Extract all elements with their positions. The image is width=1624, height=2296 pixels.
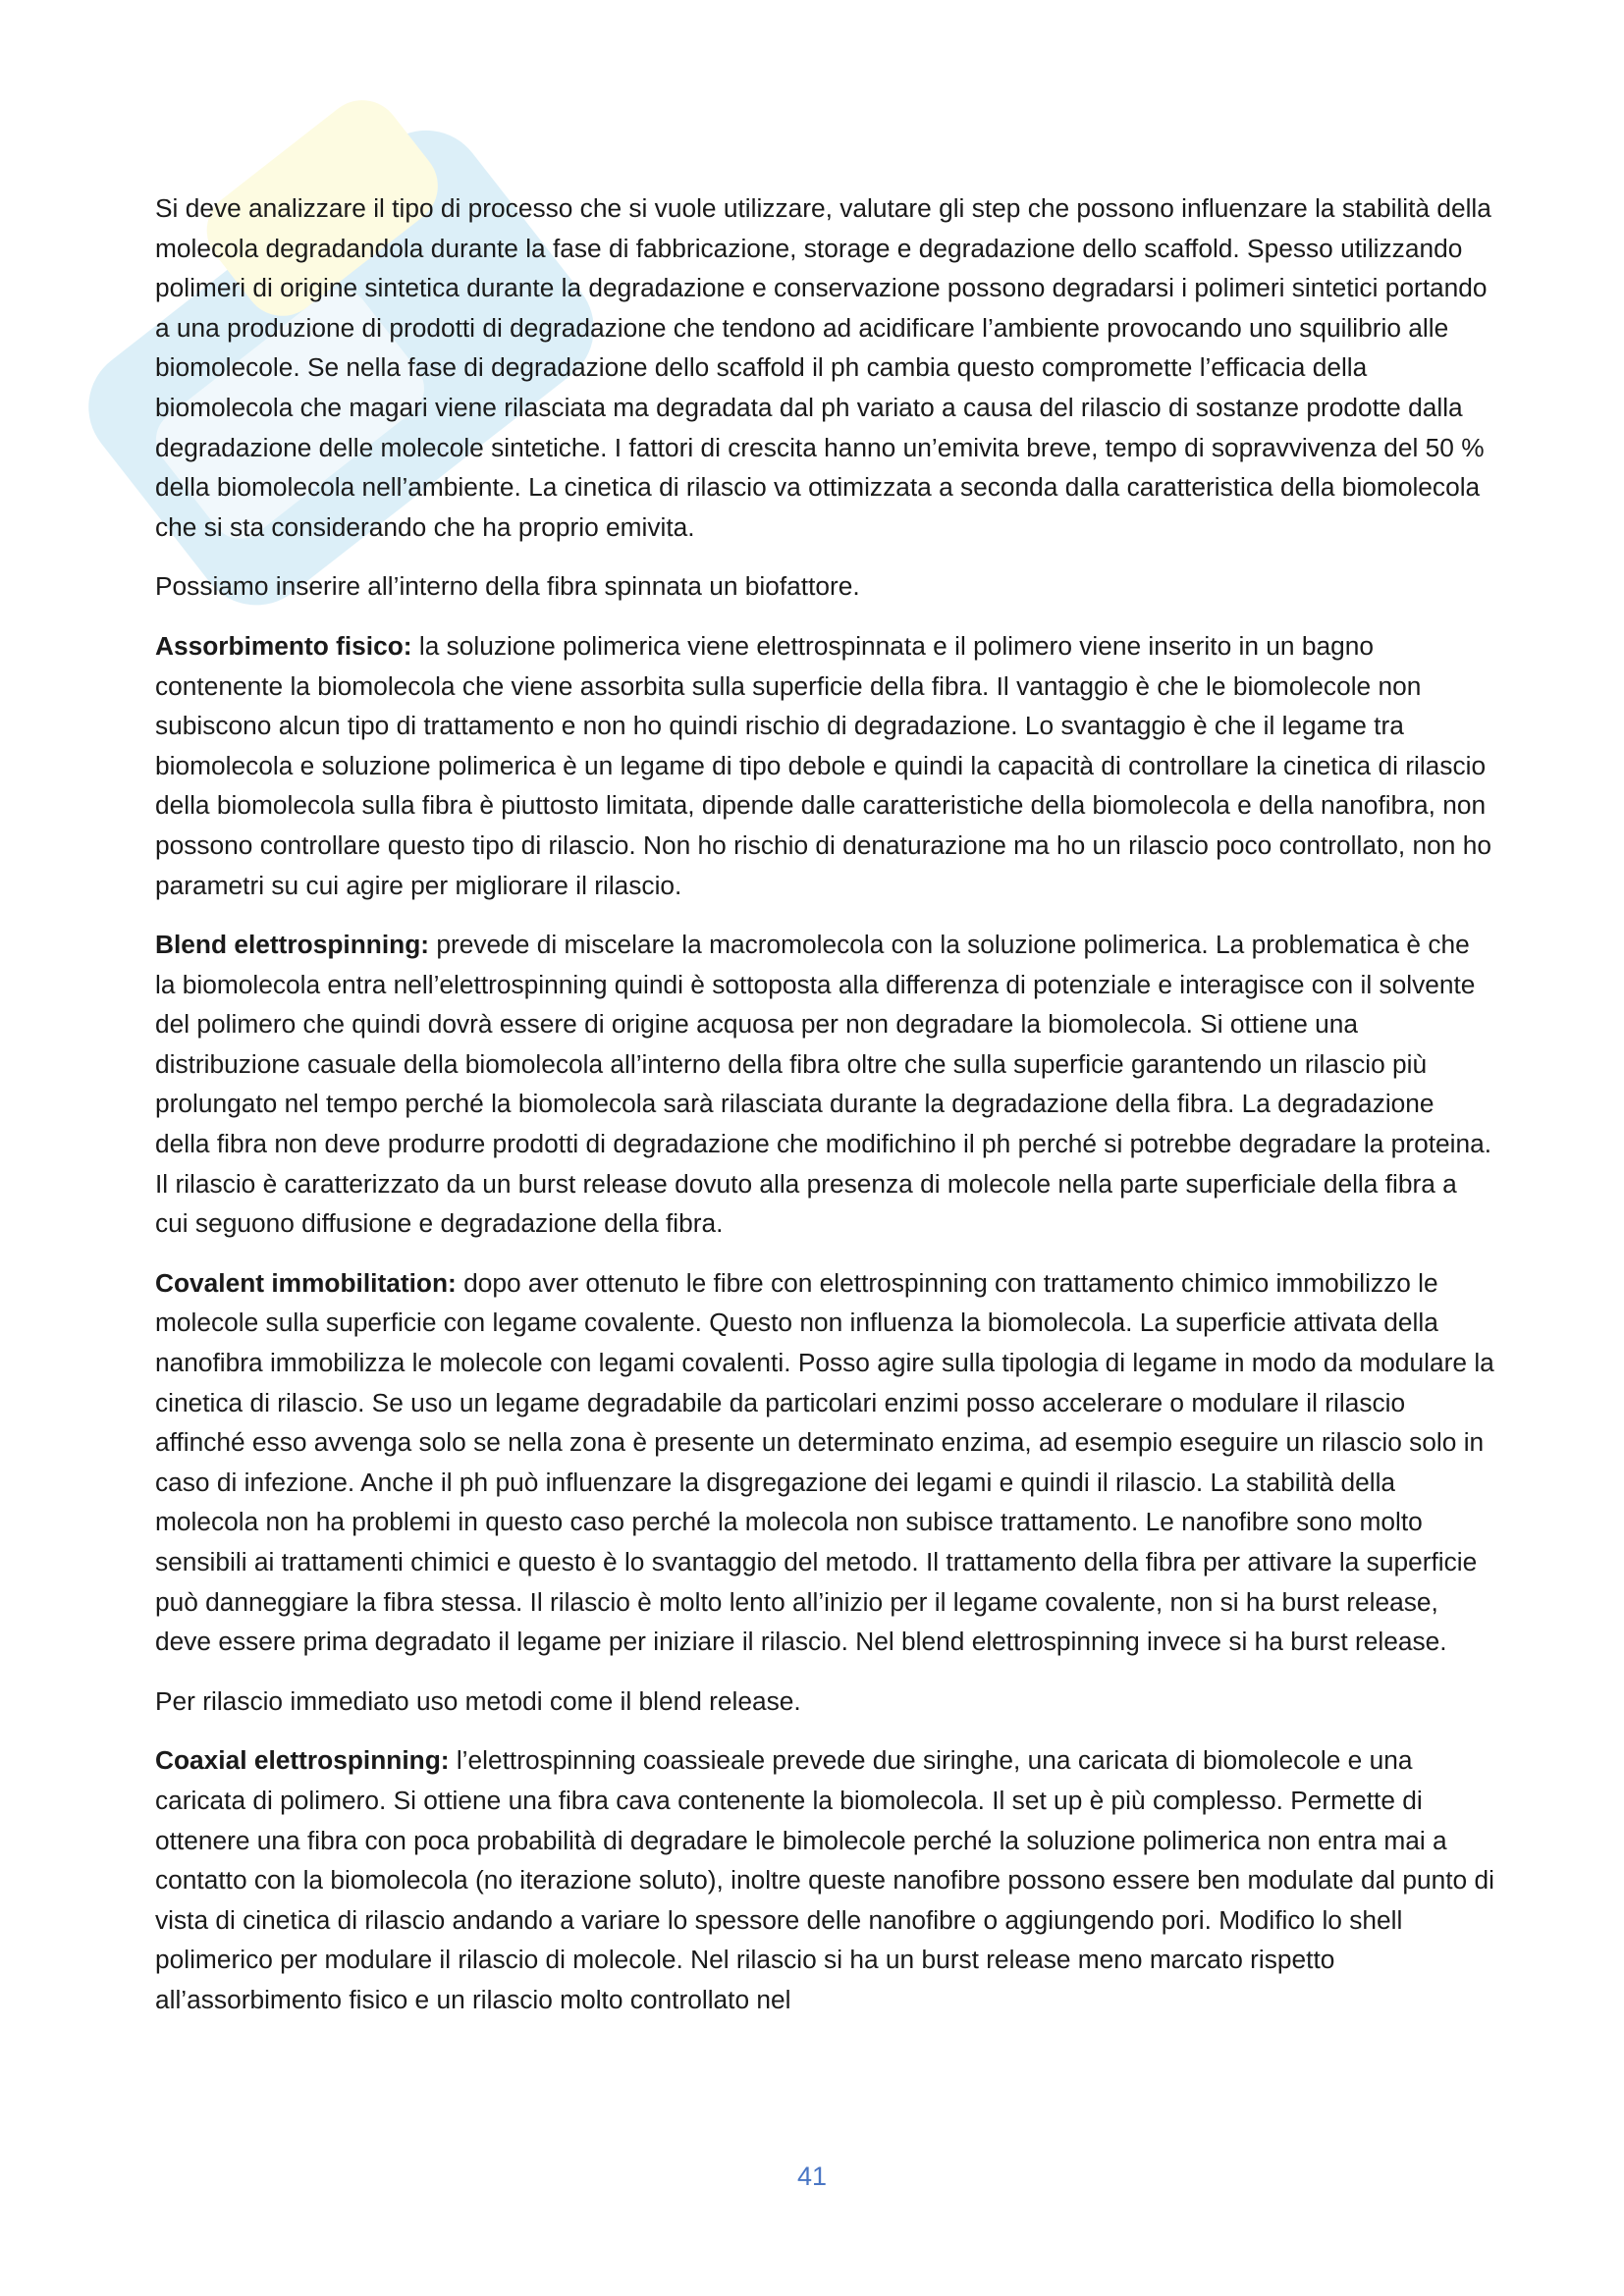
- term-coaxial-elettrospinning: Coaxial elettrospinning:: [155, 1745, 450, 1776]
- paragraph-assorbimento-fisico: Assorbimento fisico: la soluzione polimerica viene elettrospinnata e il polimero viene inserito in un bagno contenente la biomolecola che viene assorbita sulla superficie della fibra. Il vantaggio è che le biomolecole non subiscono alcun tipo di trattamento e non ho quindi rischio di degradazione. Lo svantaggio è che il legame tra biomolecola e soluzione polimerica è un legame di tipo debole e quindi la capacità di controllare la cinetica di rilascio della biomolecola sulla fibra è piuttosto limitata, dipende dalle caratteristiche della biomolecola e della nanofibra, non possono controllare questo tipo di rilascio. Non ho rischio di denaturazione ma ho un rilascio poco controllato, non ho parametri su cui agire per migliorare il rilascio.: [155, 630, 1491, 900]
- paragraph-rilascio-immediato: Per rilascio immediato uso metodi come il blend release.: [155, 1685, 801, 1716]
- paragraph-biofattore: Possiamo inserire all’interno della fibra spinnata un biofattore.: [155, 571, 860, 602]
- term-covalent-immobilitation: Covalent immobilitation:: [155, 1267, 457, 1298]
- paragraph-covalent-immobilitation: Covalent immobilitation: dopo aver ottenuto le fibre con elettrospinning con trattamento chimico immobilizzo le molecole sulla superficie con legame covalente. Questo non influenza la biomolecola. La superficie attivata della nanofibra immobilizza le molecole con legami covalenti. Posso agire sulla tipologia di legame in modo da modulare la cinetica di rilascio. Se uso un legame degradabile da particolari enzimi posso accelerare o modulare il rilascio affinché esso avvenga solo se nella zona è presente un determinato enzima, ad esempio eseguire un rilascio solo in caso di infezione. Anche il ph può influenzare la disgregazione dei legami e quindi il rilascio. La stabilità della molecola non ha problemi in questo caso perché la molecola non subisce trattamento. Le nanofibre sono molto sensibili ai trattamenti chimici e questo è lo svantaggio del metodo. Il trattamento della fibra per attivare la superficie può danneggiare la fibra stessa. Il rilascio è molto lento all’inizio per il legame covalente, non si ha burst release, deve essere prima degradato il legame per iniziare il rilascio. Nel blend elettrospinning invece si ha burst release.: [155, 1267, 1494, 1657]
- term-assorbimento-fisico: Assorbimento fisico:: [155, 630, 412, 661]
- paragraph-blend-elettrospinning: Blend elettrospinning: prevede di miscelare la macromolecola con la soluzione polimerica. La problematica è che la biomolecola entra nell’elettrospinning quindi è sottoposta alla differenza di potenziale e interagisce con il solvente del polimero che quindi dovrà essere di origine acquosa per non degradare la biomolecola. Si ottiene una distribuzione casuale della biomolecola all’interno della fibra oltre che sulla superficie garantendo un rilascio più prolungato nel tempo perché la biomolecola sarà rilasciata durante la degradazione della fibra. La degradazione della fibra non deve produrre prodotti di degradazione che modifichino il ph perché si potrebbe degradare la proteina. Il rilascio è caratterizzato da un burst release dovuto alla presenza di molecole nella parte superficiale della fibra a cui seguono diffusione e degradazione della fibra.: [155, 930, 1492, 1239]
- document-body: [155, 188, 1495, 2040]
- paragraph-coaxial-elettrospinning: Coaxial elettrospinning: l’elettrospinning coassieale prevede due siringhe, una caricata di biomolecole e una caricata di polimero. Si ottiene una fibra cava contenente la biomolecola. Il set up è più complesso. Permette di ottenere una fibra con poca probabilità di degradare le bimolecole perché la soluzione polimerica non entra mai a contatto con la biomolecola (no iterazione soluto), inoltre queste nanofibre possono essere ben modulate dal punto di vista di cinetica di rilascio andando a variare lo spessore delle nanofibre o aggiungendo pori. Modifico lo shell polimerico per modulare il rilascio di molecole. Nel rilascio si ha un burst release meno marcato rispetto all’assorbimento fisico e un rilascio molto controllato nel: [155, 1745, 1494, 2014]
- page-number: 41: [796, 2162, 828, 2191]
- paragraph-intro: Si deve analizzare il tipo di processo che si vuole utilizzare, valutare gli step che possono influenzare la stabilità della molecola degradandola durante la fase di fabbricazione, storage e degradazione dello scaffold. Spesso utilizzando polimeri di origine sintetica durante la degradazione e conservazione possono degradarsi i polimeri sintetici portando a una produzione di prodotti di degradazione che tendono ad acidificare l’ambiente provocando uno squilibrio alle biomolecole. Se nella fase di degradazione dello scaffold il ph cambia questo compromette l’efficacia della biomolecola che magari viene rilasciata ma degradata dal ph variato a causa del rilascio di sostanze prodotte dalla degradazione delle molecole sintetiche. I fattori di crescita hanno un’emivita breve, tempo di sopravvivenza del 50 % della biomolecola nell’ambiente. La cinetica di rilascio va ottimizzata a seconda dalla caratteristica della biomolecola che si sta considerando che ha proprio emivita.: [155, 193, 1491, 542]
- term-blend-elettrospinning: Blend elettrospinning:: [155, 930, 430, 960]
